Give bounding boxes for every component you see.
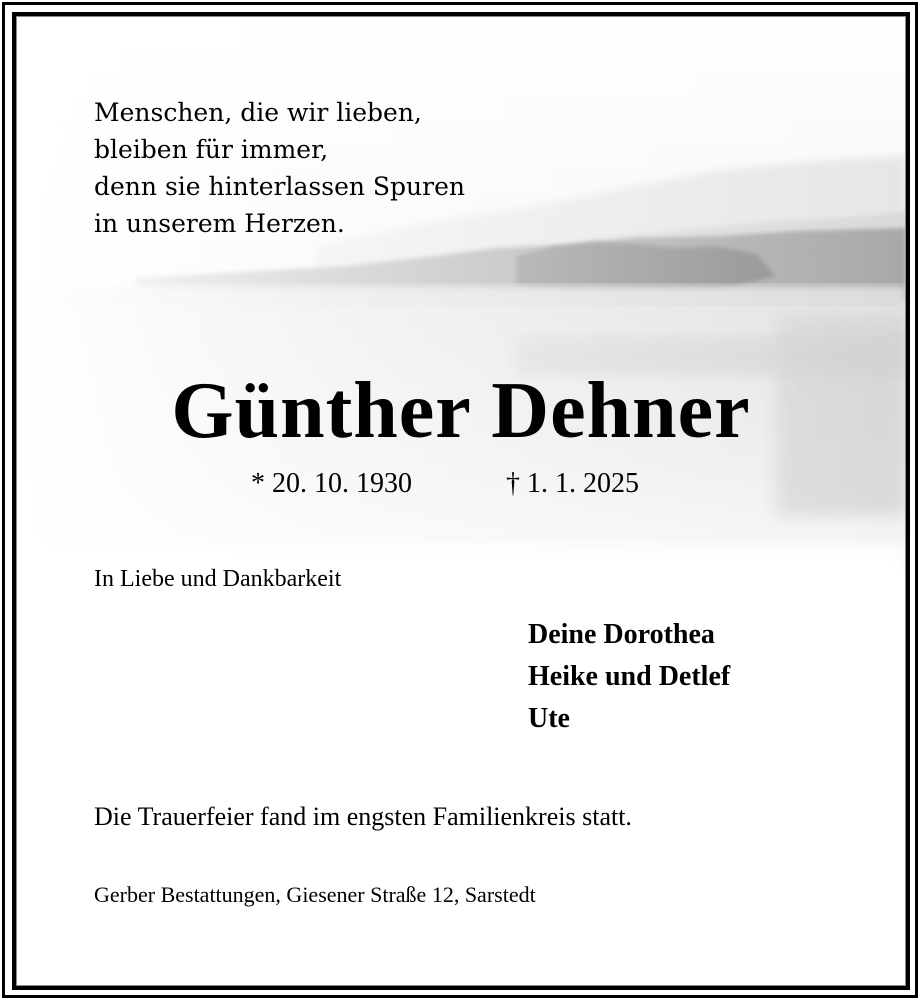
ceremony-note: Die Trauerfeier fand im engsten Familienkreis statt. [94, 802, 632, 831]
poem-line: Menschen, die wir lieben, [94, 98, 422, 127]
notice-frame [12, 12, 910, 990]
deceased-name: Günther Dehner [171, 367, 751, 455]
undertaker-info: Gerber Bestattungen, Giesener Straße 12, Sarstedt [94, 882, 536, 907]
mourners-list [528, 614, 730, 740]
mourner: Deine Dorothea [528, 619, 715, 650]
closing-line: In Liebe und Dankbarkeit [94, 566, 342, 592]
mourner: Heike und Detlef [528, 661, 731, 692]
birth-date: * 20. 10. 1930 [251, 468, 412, 499]
memorial-poem [94, 94, 465, 242]
poem-line: bleiben für immer, [94, 135, 329, 164]
poem-line: in unserem Herzen. [94, 209, 345, 238]
poem-line: denn sie hinterlassen Spuren [94, 172, 465, 201]
mourner: Ute [528, 703, 570, 734]
death-date: † 1. 1. 2025 [506, 468, 639, 499]
